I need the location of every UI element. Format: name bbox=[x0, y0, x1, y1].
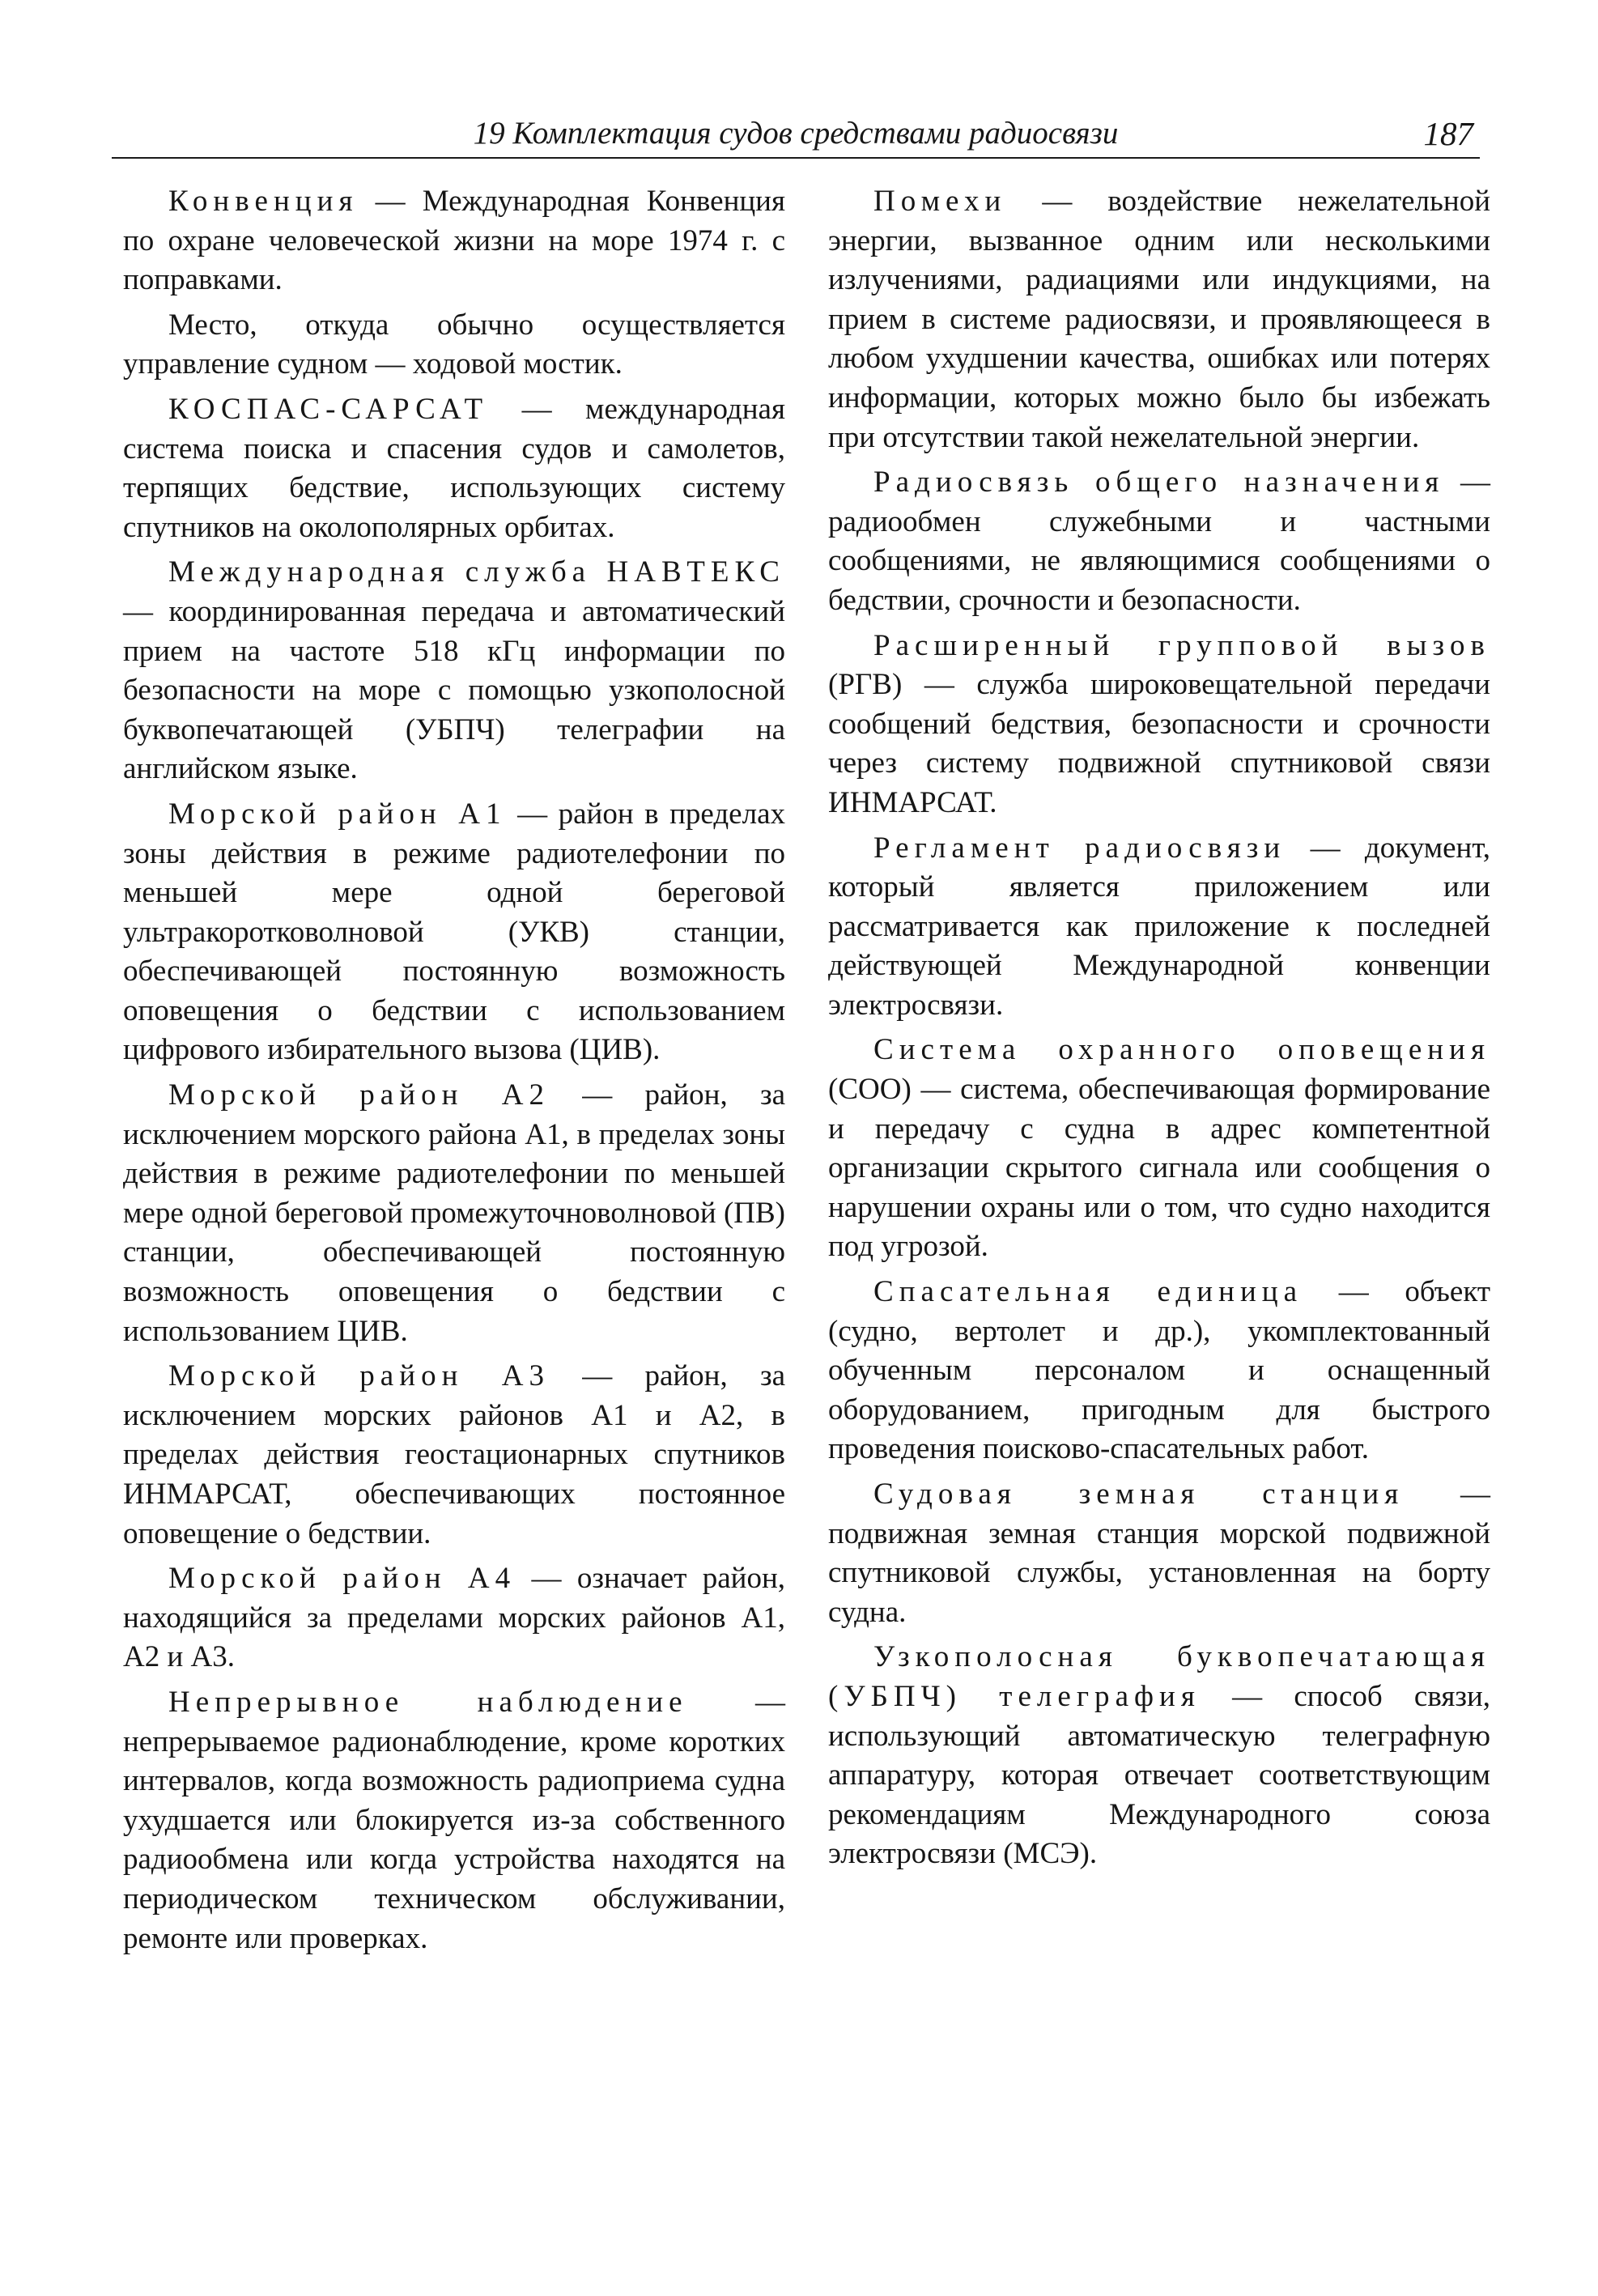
entry-term: Регламент радиосвязи bbox=[873, 831, 1286, 865]
entry-definition: — район, за исключением морского района А1, в пределах зоны действия в режиме радиотелефонии по меньшей мере одной береговой промежуточноволновой (ПВ) станции, обеспечивающей постоянную возможность оповещения о бедствии с использованием ЦИВ. bbox=[123, 1078, 786, 1348]
entry-term: Судовая земная станция bbox=[873, 1478, 1405, 1511]
running-title: 19 Комплектация судов средствами радиосвязи bbox=[473, 116, 1119, 151]
glossary-entry-enhanced-group-call bbox=[828, 627, 1490, 823]
entry-definition: — радиообмен служебными и частными сообщениями, не являющимися сообщениями о бедствии, срочности и безопасности. bbox=[828, 466, 1490, 617]
entry-term: Международная служба НАВТЕКС bbox=[168, 555, 785, 589]
entry-definition: (СОО) — система, обеспечивающая формирование и передачу с судна в адрес компетентной организации скрытого сигнала или сообщения о нарушении охраны или о том, что судно находится под угрозой. bbox=[828, 1073, 1490, 1264]
glossary-entry-navteks bbox=[123, 553, 785, 789]
entry-term: Непрерывное наблюдение bbox=[168, 1685, 688, 1719]
entry-term: Система охранного оповещения bbox=[873, 1033, 1490, 1067]
entry-term: Спасательная единица bbox=[873, 1275, 1303, 1309]
entry-term: КОСПАС-САРСАТ bbox=[168, 392, 489, 426]
glossary-entry-rescue-unit bbox=[828, 1273, 1490, 1469]
entry-definition: — район в пределах зоны действия в режиме радиотелефонии по меньшей мере одной береговой ультракоротковолновой (УКВ) станции, обеспечивающей постоянную возможность оповещения о бедствии с использованием цифрового избирательного вызова (ЦИВ). bbox=[123, 797, 785, 1067]
glossary-entry-general-radiocommunication bbox=[828, 463, 1490, 620]
entry-term: Конвенция bbox=[168, 185, 359, 218]
glossary-entry-ship-security-alert bbox=[828, 1031, 1490, 1267]
left-column bbox=[123, 182, 785, 1964]
entry-term: Морской район А2 bbox=[168, 1078, 550, 1112]
glossary-entry-radio-regulations bbox=[828, 829, 1490, 1026]
glossary-entry-interference bbox=[828, 182, 1490, 457]
entry-definition: (РГВ) — служба широковещательной передачи сообщений бедствия, безопасности и срочности через систему подвижной спутниковой связи ИНМАРСАТ. bbox=[828, 668, 1490, 819]
entry-definition: — объект (судно, вертолет и др.), укомплектованный обученным персоналом и оснащенный оборудованием, пригодным для быстрого проведения поисково-спасательных работ. bbox=[828, 1275, 1490, 1466]
entry-definition: — подвижная земная станция морской подвижной спутниковой службы, установленная на борту судна. bbox=[828, 1478, 1491, 1629]
entry-definition: — означает район, находящийся за пределами морских районов А1, А2 и А3. bbox=[123, 1562, 785, 1674]
page-number: 187 bbox=[1423, 115, 1473, 152]
entry-term: Морской район А4 bbox=[168, 1562, 516, 1596]
glossary-entry-sea-area-a3 bbox=[123, 1357, 785, 1554]
glossary-entry-sea-area-a2 bbox=[123, 1076, 785, 1351]
entry-term: Помехи bbox=[873, 185, 1007, 218]
glossary-entry-ship-earth-station bbox=[828, 1475, 1490, 1632]
entry-definition: — воздействие нежелательной энергии, вызванное одним или несколькими излучениями, радиациями или индукциями, на прием в системе радиосвязи, и проявляющееся в любом ухудшении качества, ошибках или потерях информации, которых можно было бы избежать при отсутствии такой нежелательной энергии. bbox=[828, 185, 1490, 454]
entry-definition: — документ, который является приложением или рассматривается как приложение к последней действующей Международной конвенции электросвязи. bbox=[828, 831, 1490, 1022]
entry-definition: — район, за исключением морских районов А1 и А2, в пределах действия геостационарных спутников ИНМАРСАТ, обеспечивающих постоянное оповещение о бедствии. bbox=[123, 1359, 786, 1550]
entry-term: Радиосвязь общего назначения bbox=[873, 466, 1445, 500]
right-column bbox=[828, 182, 1490, 1880]
entry-definition: — международная система поиска и спасения судов и самолетов, терпящих бедствие, использующих систему спутников на околополярных орбитах. bbox=[123, 392, 785, 544]
entry-definition: — координированная передача и автоматический прием на частоте 518 кГц информации по безопасности на море с помощью узкополосной буквопечатающей (УБПЧ) телеграфии на английском языке. bbox=[123, 594, 785, 786]
glossary-entry-sea-area-a1 bbox=[123, 795, 785, 1070]
entry-definition: Место, откуда обычно осуществляется управление судном — ходовой мостик. bbox=[123, 308, 785, 381]
entry-term: Расширенный групповой вызов bbox=[873, 628, 1490, 662]
running-header bbox=[112, 113, 1480, 159]
glossary-entry-nbdp-telegraphy bbox=[828, 1638, 1490, 1874]
glossary-entry-khodovoy-mostik bbox=[123, 306, 785, 385]
entry-term: Узкополосная буквопечатающая (УБПЧ) телеграфия bbox=[828, 1640, 1490, 1713]
entry-definition: — Международная Конвенция по охране человеческой жизни на море 1974 г. с поправками. bbox=[123, 185, 785, 297]
glossary-entry-sea-area-a4 bbox=[123, 1559, 785, 1677]
glossary-entry-kospas-sarsat bbox=[123, 390, 785, 547]
entry-term: Морской район А1 bbox=[168, 797, 507, 831]
glossary-entry-continuous-watch bbox=[123, 1683, 785, 1958]
glossary-entry-konventsiya bbox=[123, 182, 785, 300]
entry-term: Морской район А3 bbox=[168, 1359, 550, 1393]
entry-definition: — способ связи, использующий автоматическую телеграфную аппаратуру, которая отвечает соответствующим рекомендациям Международного союза электросвязи (МСЭ). bbox=[828, 1679, 1491, 1871]
entry-definition: — непрерываемое радионаблюдение, кроме коротких интервалов, когда возможность радиоприема судна ухудшается или блокируется из-за собственного радиообмена или когда устройства находятся на периодическом техническом обслуживании, ремонте или проверках. bbox=[123, 1685, 785, 1955]
